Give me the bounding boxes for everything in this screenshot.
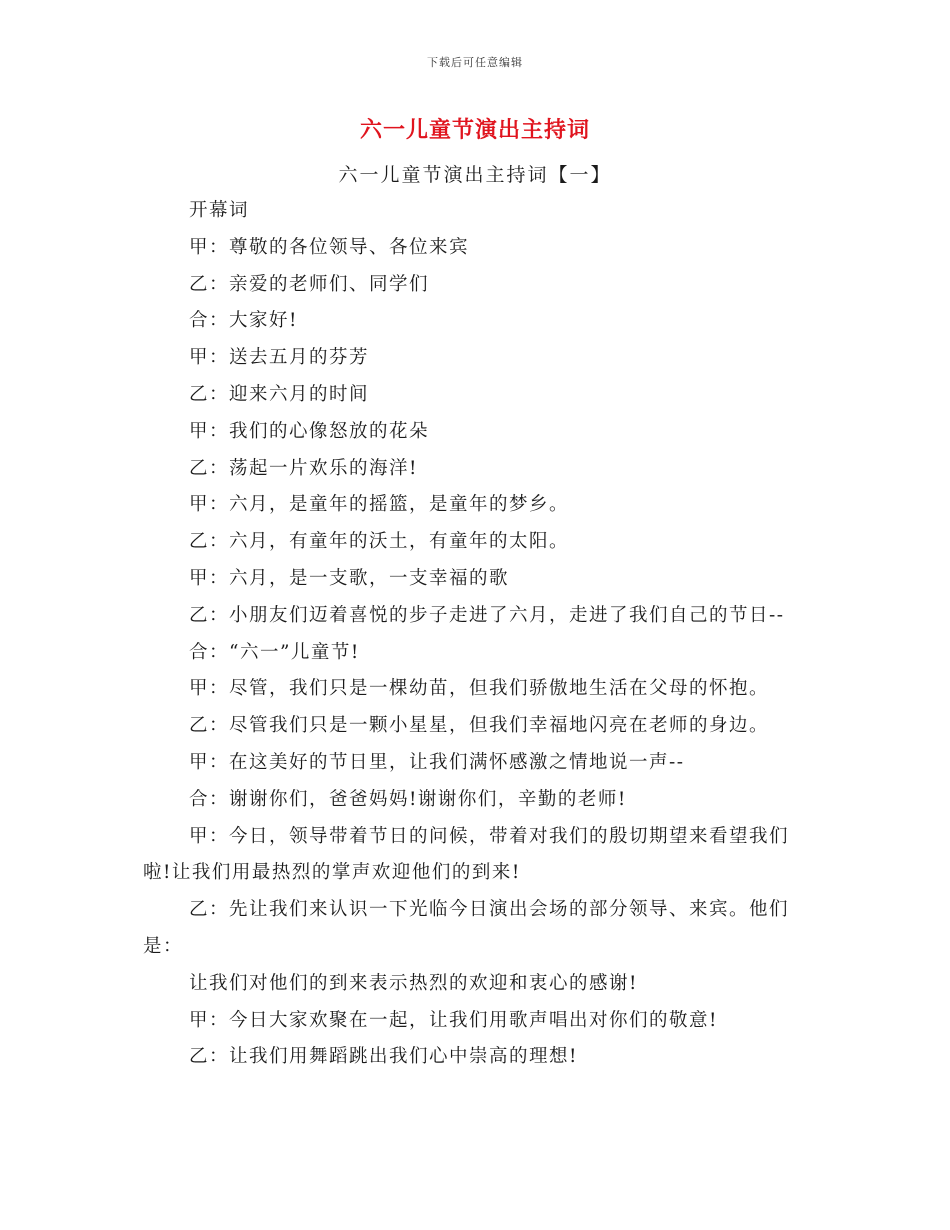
paragraph: 甲：尊敬的各位领导、各位来宾 [189,236,470,258]
paragraph: 让我们对他们的到来表示热烈的欢迎和衷心的感谢! [189,972,638,994]
paragraph: 乙：六月，有童年的沃土，有童年的太阳。 [189,531,570,553]
paragraph: 甲：今日大家欢聚在一起，让我们用歌声唱出对你们的敬意! [189,1009,718,1031]
document-body [143,193,815,1076]
paragraph: 乙：小朋友们迈着喜悦的步子走进了六月，走进了我们自己的节日-- [189,604,785,626]
document-subtitle: 六一儿童节演出主持词【一】 [338,164,612,186]
paragraph: 合：谢谢你们，爸爸妈妈!谢谢你们，辛勤的老师! [189,788,627,810]
paragraph: 甲：在这美好的节日里，让我们满怀感激之情地说一声-- [189,751,685,773]
paragraph: 甲：送去五月的芬芳 [189,347,370,369]
paragraph: 开幕词 [189,200,250,221]
paragraph: 甲：六月，是一支歌，一支幸福的歌 [189,567,510,589]
paragraph: 甲：我们的心像怒放的花朵 [189,420,430,442]
paragraph: 乙：迎来六月的时间 [189,383,370,405]
document-title: 六一儿童节演出主持词 [359,118,590,143]
paragraph: 乙：荡起一片欢乐的海洋! [189,457,418,479]
paragraph: 乙：先让我们来认识一下光临今日演出会场的部分领导、来宾。他们是： [143,899,790,957]
paragraph: 合：“六一”儿童节! [189,641,360,663]
paragraph: 甲：六月，是童年的摇篮，是童年的梦乡。 [189,494,570,516]
paragraph: 甲：今日，领导带着节日的问候，带着对我们的殷切期望来看望我们啦!让我们用最热烈的掌声欢迎他们的到来! [143,825,790,884]
paragraph: 乙：尽管我们只是一颗小星星，但我们幸福地闪亮在老师的身边。 [189,715,770,737]
paragraph: 合：大家好! [189,310,298,332]
header-note: 下载后可任意编辑 [427,56,523,69]
paragraph: 甲：尽管，我们只是一棵幼苗，但我们骄傲地生活在父母的怀抱。 [189,678,770,700]
paragraph: 乙：亲爱的老师们、同学们 [189,273,430,295]
paragraph: 乙：让我们用舞蹈跳出我们心中崇高的理想! [189,1046,578,1068]
